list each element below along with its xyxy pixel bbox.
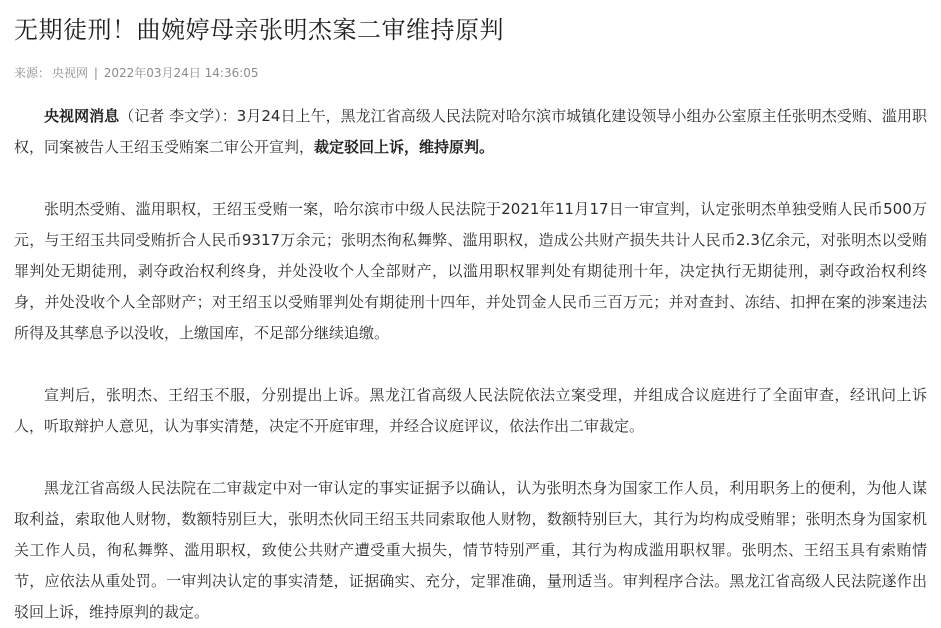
source-label: 来源： <box>14 66 51 80</box>
paragraph-4: 黑龙江省高级人民法院在二审裁定中对一审认定的事实证据予以确认，认为张明杰身为国家工作人员，利用职务上的便利，为他人谋取利益，索取他人财物，数额特别巨大，张明杰伙同王绍玉共同索取他人财物，数额特别巨大，其行为均构成受贿罪；张明杰身为国家机关工作人员，徇私舞弊、滥用职权，致使公共财产遭受重大损失，情节特别严重，其行为构成滥用职权罪。张明杰、王绍玉具有索贿情节，应依法从重处罚。一审判决认定的事实清楚，证据确实、充分，定罪准确，量刑适当。审判程序合法。黑龙江省高级人民法院遂作出驳回上诉，维持原判的裁定。 <box>14 479 927 621</box>
publish-datetime: 2022年03月24日 14:36:05 <box>103 66 259 80</box>
article-body <box>14 101 927 628</box>
paragraph-3: 宣判后，张明杰、王绍玉不服，分别提出上诉。黑龙江省高级人民法院依法立案受理，并组成合议庭进行了全面审查，经讯问上诉人，听取辩护人意见，认为事实清楚，决定不开庭审理，并经合议庭评议，依法作出二审裁定。 <box>14 386 927 435</box>
article-meta <box>14 63 927 83</box>
article-title: 无期徒刑！曲婉婷母亲张明杰案二审维持原判 <box>14 16 504 44</box>
paragraph-1 <box>14 101 927 163</box>
paragraph-1-text: （记者 李文学）：3月24日上午，黑龙江省高级人民法院对哈尔滨市城镇化建设领导小组办公室原主任张明杰受贿、滥用职权，同案被告人王绍玉受贿案二审公开宣判， <box>14 107 927 156</box>
meta-separator: | <box>93 66 98 80</box>
verdict-emphasis: 裁定驳回上诉，维持原判。 <box>314 138 495 156</box>
lead-source: 央视网消息 <box>44 107 120 125</box>
source-name[interactable]: 央视网 <box>52 66 89 80</box>
paragraph-2: 张明杰受贿、滥用职权，王绍玉受贿一案，哈尔滨市中级人民法院于2021年11月17日一审宣判，认定张明杰单独受贿人民币500万元，与王绍玉共同受贿折合人民币9317万余元；张明杰徇私舞弊、滥用职权，造成公共财产损失共计人民币2.3亿余元，对张明杰以受贿罪判处无期徒刑，剥夺政治权利终身，并处没收个人全部财产，以滥用职权罪判处有期徒刑十年，决定执行无期徒刑，剥夺政治权利终身，并处没收个人全部财产；对王绍玉以受贿罪判处有期徒刑十四年，并处罚金人民币三百万元；并对查封、冻结、扣押在案的涉案违法所得及其孳息予以没收，上缴国库，不足部分继续追缴。 <box>14 200 927 342</box>
